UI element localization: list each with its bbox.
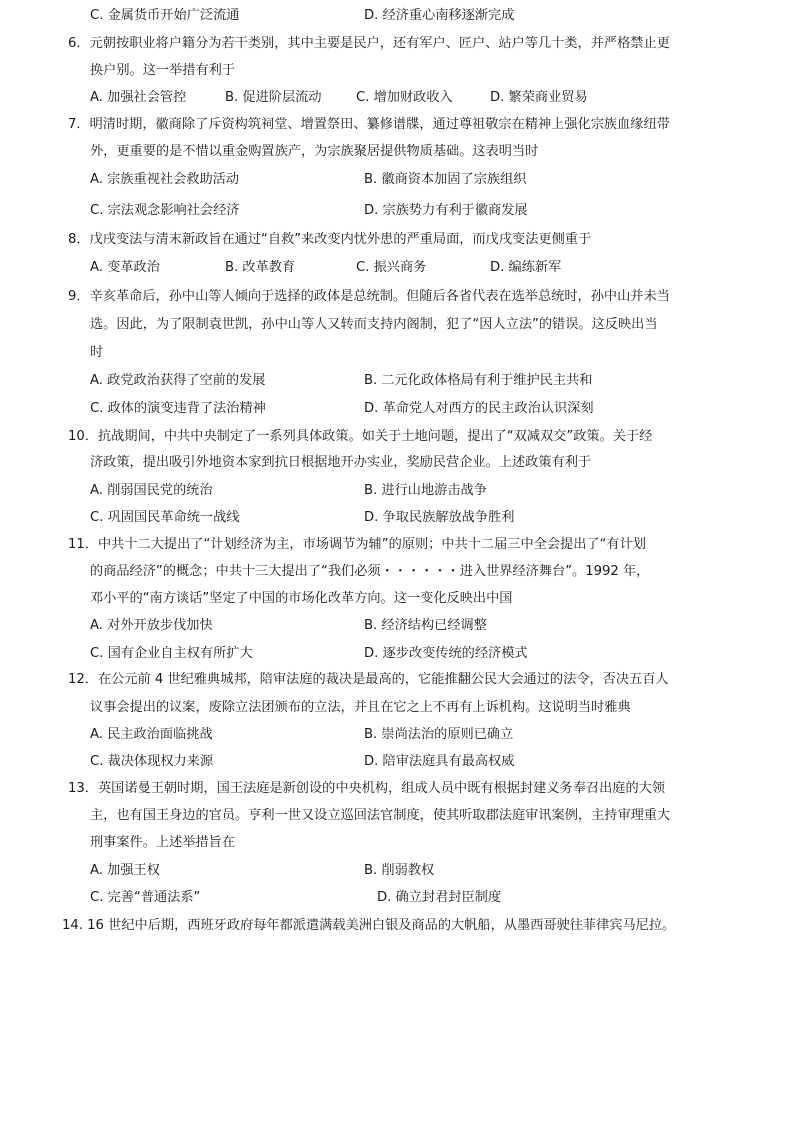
q11-stem-line3: 邓小平的“南方谈话”坚定了中国的市场化改革方向。这一变化反映出中国 xyxy=(90,591,513,606)
q12-option-b: B. 崇尚法治的原则已确立 xyxy=(364,727,514,742)
q13-stem-line2: 主，也有国王身边的官员。亨利一世又设立巡回法官制度，使其听取郡法庭审讯案例，主持审理重大 xyxy=(90,808,671,823)
q5-option-c: C. 金属货币开始广泛流通 xyxy=(90,8,240,23)
q9-option-a: A. 政党政治获得了空前的发展 xyxy=(90,373,266,388)
q12-option-c: C. 裁决体现权力来源 xyxy=(90,754,214,769)
q12-option-a: A. 民主政治面临挑战 xyxy=(90,727,213,742)
q13-stem-line1: 13．英国诺曼王朝时期，国王法庭是新创设的中央机构，组成人员中既有根据封建义务奉召出庭的大领 xyxy=(68,781,666,796)
q10-stem-line2: 济政策，提出吸引外地资本家到抗日根据地开办实业，奖励民营企业。上述政策有利于 xyxy=(90,455,592,470)
q7-option-b: B. 徽商资本加固了宗族组织 xyxy=(364,172,527,187)
q8-option-c: C. 振兴商务 xyxy=(356,260,427,275)
q7-stem-line1: 7．明清时期，徽商除了斥资构筑祠堂、增置祭田、纂修谱牒，通过尊祖敬宗在精神上强化宗族血缘纽带 xyxy=(68,117,670,132)
q10-option-b: B. 进行山地游击战争 xyxy=(364,483,487,498)
q12-option-d: D. 陪审法庭具有最高权威 xyxy=(364,754,515,769)
q9-stem-line3: 时 xyxy=(90,345,104,360)
q11-option-b: B. 经济结构已经调整 xyxy=(364,618,487,633)
q10-stem-line1: 10．抗战期间，中共中央制定了一系列具体政策。如关于土地问题，提出了“双减双交”政策。关于经 xyxy=(68,429,653,444)
q10-option-c: C. 巩固国民革命统一战线 xyxy=(90,510,240,525)
q8-stem-line1: 8．戊戌变法与清末新政旨在通过“自救”来改变内忧外患的严重局面，而戊戌变法更侧重于 xyxy=(68,232,592,247)
q8-option-b: B. 改革教育 xyxy=(225,260,296,275)
q7-option-d: D. 宗族势力有利于徽商发展 xyxy=(364,203,528,218)
q13-option-a: A. 加强王权 xyxy=(90,863,160,878)
q11-stem-line1: 11．中共十二大提出了“计划经济为主，市场调节为辅”的原则；中共十二届三中全会提出了“有计划 xyxy=(68,537,646,552)
q7-stem-line2: 外，更重要的是不惜以重金购置族产，为宗族聚居提供物质基础。这表明当时 xyxy=(90,144,539,159)
q11-option-a: A. 对外开放步伐加快 xyxy=(90,618,213,633)
q12-stem-line2: 议事会提出的议案，废除立法团颁布的立法，并且在它之上不再有上诉机构。这说明当时雅典 xyxy=(90,700,631,715)
q13-option-c: C. 完善“普通法系” xyxy=(90,890,201,905)
q9-option-d: D. 革命党人对西方的民主政治认识深刻 xyxy=(364,401,594,416)
q6-option-a: A. 加强社会管控 xyxy=(90,90,187,105)
q6-stem-line2: 换户别。这一举措有利于 xyxy=(90,63,236,78)
q8-option-d: D. 编练新军 xyxy=(490,260,562,275)
q11-stem-line2: 的商品经济”的概念；中共十三大提出了“我们必须・・・・・・进入世界经济舞台”。1992 年， xyxy=(90,564,650,579)
q6-option-b: B. 促进阶层流动 xyxy=(225,90,322,105)
q14-stem-line1: 14. 16 世纪中后期，西班牙政府每年都派遣满载美洲白银及商品的大帆船，从墨西哥驶往菲律宾马尼拉。 xyxy=(62,918,676,933)
q6-option-d: D. 繁荣商业贸易 xyxy=(490,90,588,105)
q9-option-b: B. 二元化政体格局有利于维护民主共和 xyxy=(364,373,593,388)
q6-option-c: C. 增加财政收入 xyxy=(356,90,453,105)
q11-option-d: D. 逐步改变传统的经济模式 xyxy=(364,646,528,661)
q10-option-a: A. 削弱国民党的统治 xyxy=(90,483,213,498)
q9-stem-line2: 选。因此，为了限制袁世凯，孙中山等人又转而支持内阁制，犯了“因人立法”的错误。这反映出当 xyxy=(90,317,658,332)
q13-option-b: B. 削弱教权 xyxy=(364,863,435,878)
q9-stem-line1: 9．辛亥革命后，孙中山等人倾向于选择的政体是总统制。但随后各省代表在选举总统时，孙中山并未当 xyxy=(68,289,670,304)
q7-option-a: A. 宗族重视社会救助活动 xyxy=(90,172,240,187)
q13-stem-line3: 刑事案件。上述举措旨在 xyxy=(90,835,236,850)
q11-option-c: C. 国有企业自主权有所扩大 xyxy=(90,646,253,661)
q6-stem-line1: 6．元朝按职业将户籍分为若干类别，其中主要是民户，还有军户、匠户、站户等几十类，并严格禁止更 xyxy=(68,36,670,51)
q13-option-d: D. 确立封君封臣制度 xyxy=(377,890,502,905)
q9-option-c: C. 政体的演变违背了法治精神 xyxy=(90,401,266,416)
q12-stem-line1: 12．在公元前 4 世纪雅典城邦，陪审法庭的裁决是最高的，它能推翻公民大会通过的法令，否决五百人 xyxy=(68,672,669,687)
q8-option-a: A. 变革政治 xyxy=(90,260,160,275)
q7-option-c: C. 宗法观念影响社会经济 xyxy=(90,203,240,218)
q10-option-d: D. 争取民族解放战争胜利 xyxy=(364,510,515,525)
q5-option-d: D. 经济重心南移逐渐完成 xyxy=(364,8,515,23)
